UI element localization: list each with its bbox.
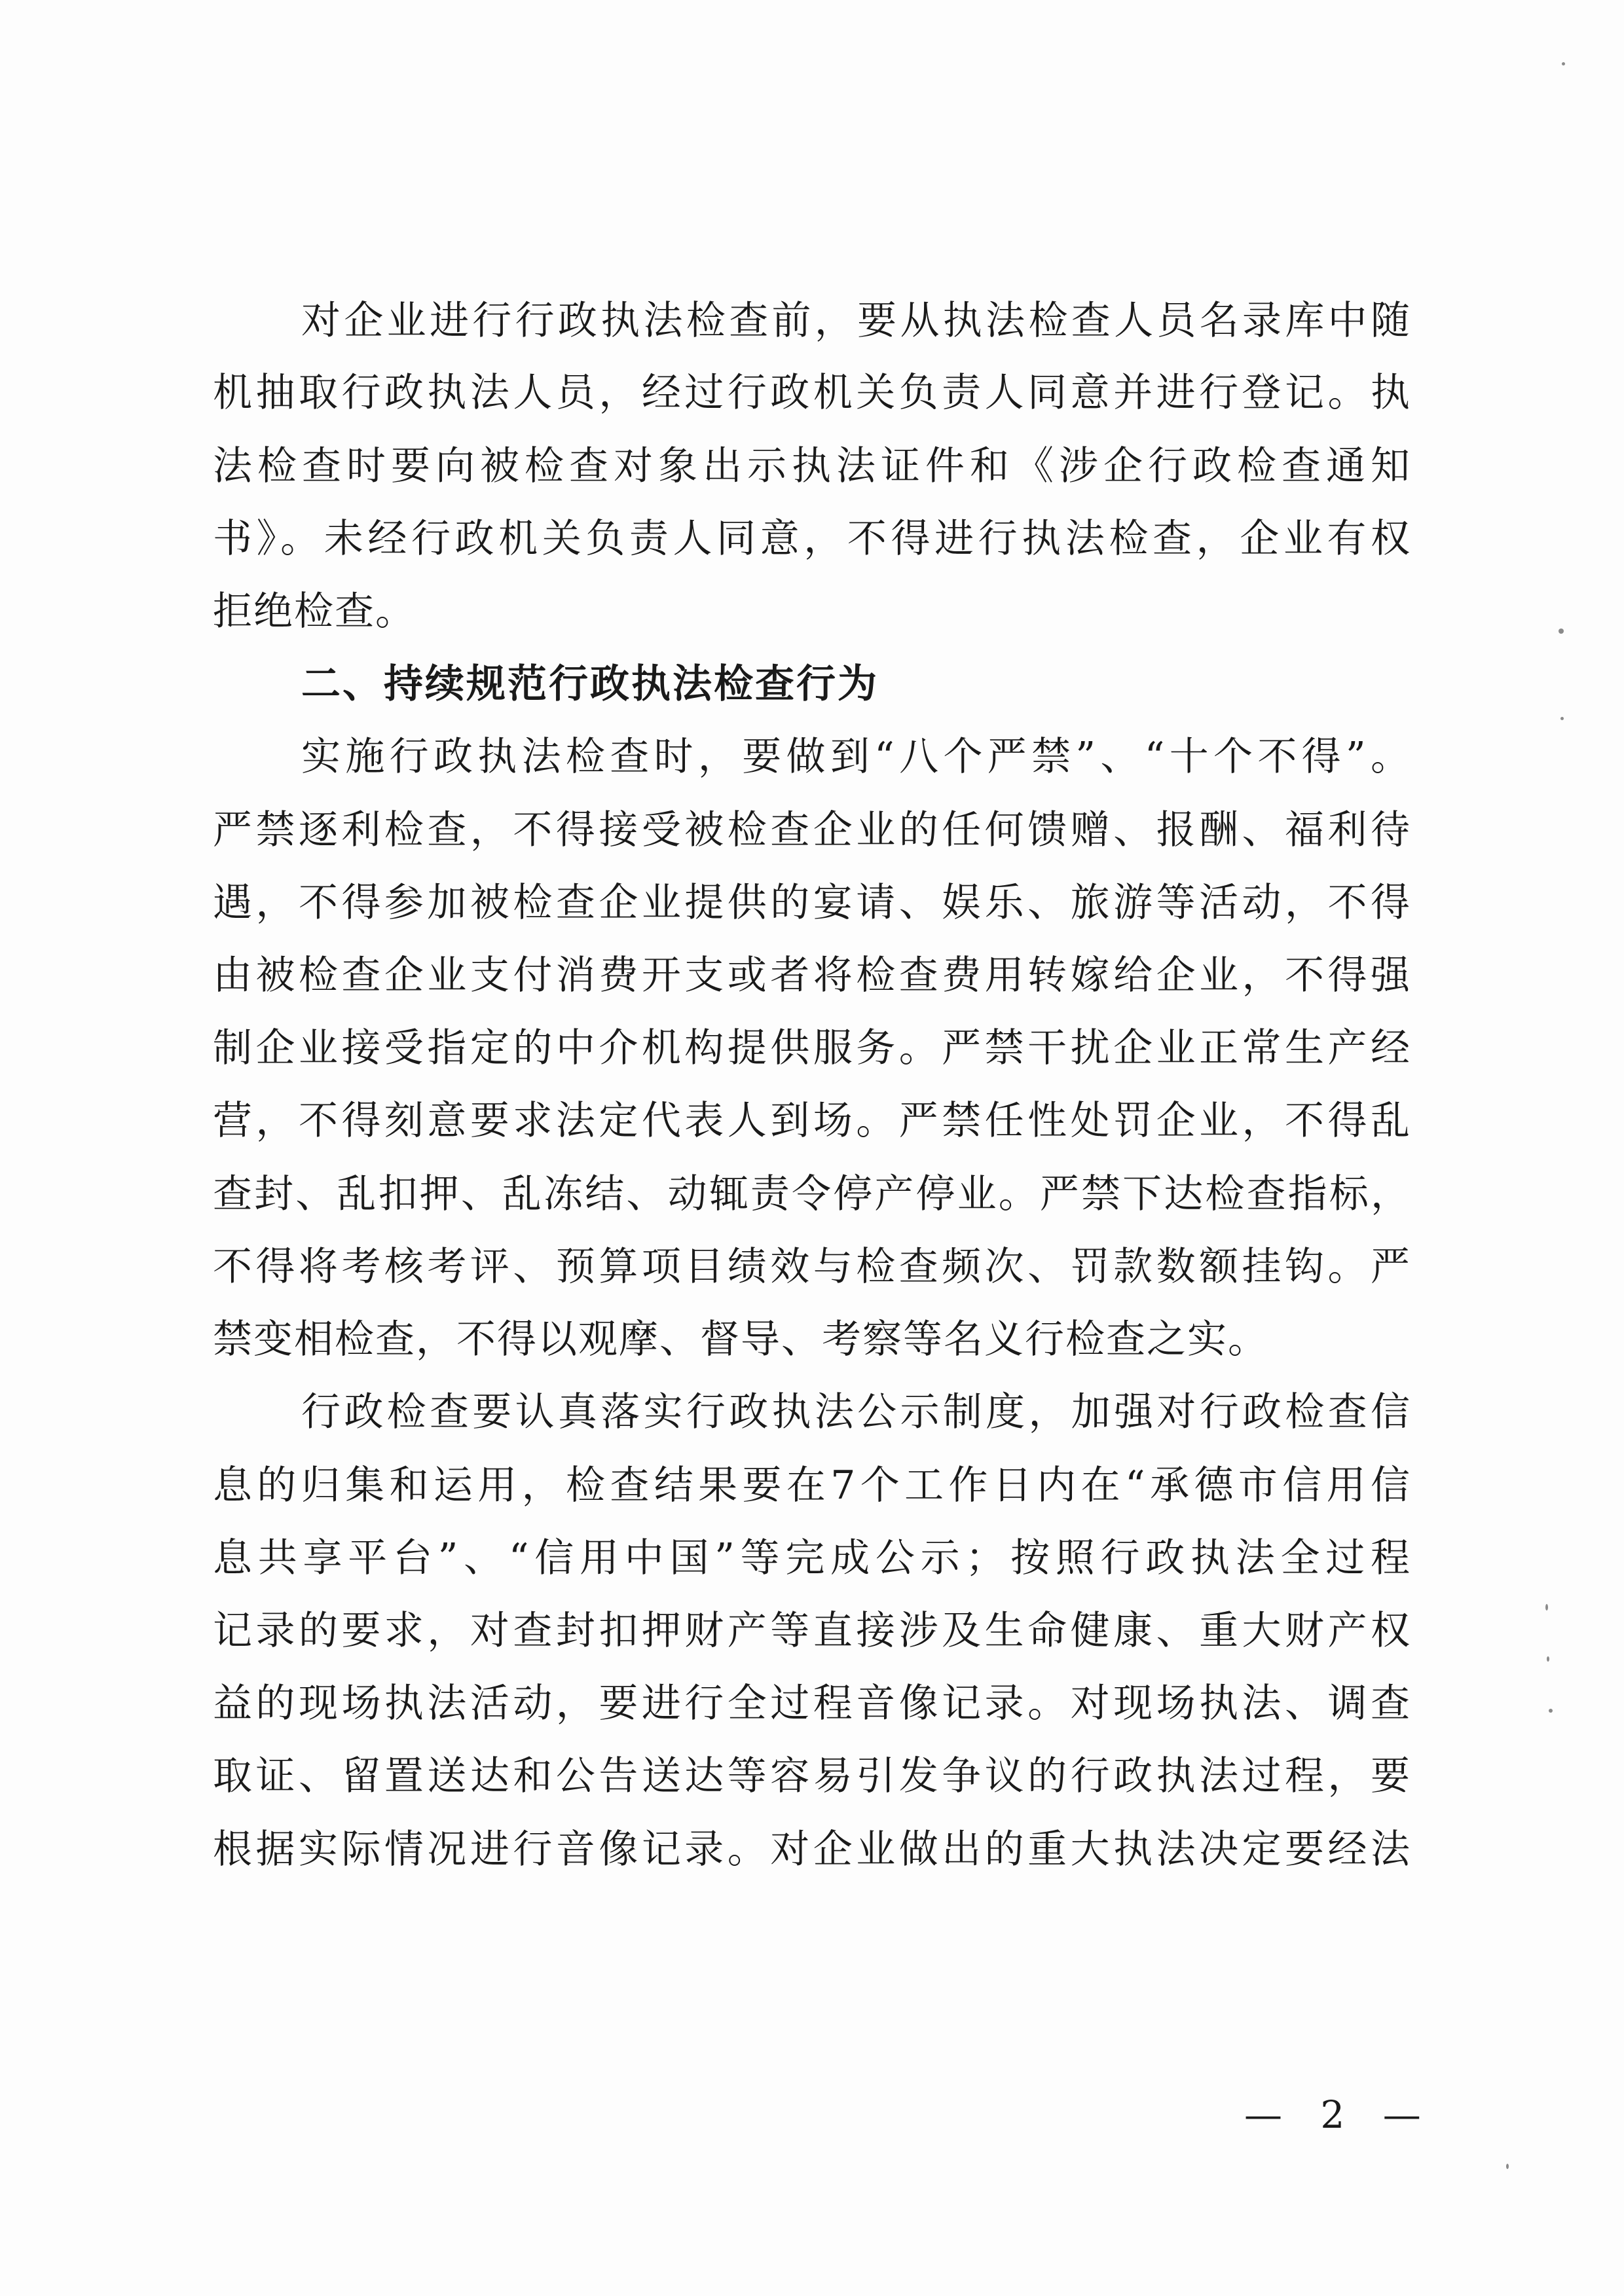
- paragraph-2-line-8: 不得将考核考评、预算项目绩效与检查频次、罚款数额挂钩。严: [213, 1244, 1411, 1290]
- scan-speck: [1559, 629, 1564, 634]
- paragraph-3-line-5: 益的现场执法活动，要进行全过程音像记录。对现场执法、调查: [213, 1681, 1411, 1726]
- paragraph-1-line-3: 法检查时要向被检查对象出示执法证件和《涉企行政检查通知: [213, 443, 1411, 489]
- paragraph-2-line-2: 严禁逐利检查，不得接受被检查企业的任何馈赠、报酬、福利待: [213, 807, 1411, 853]
- paragraph-2-line-7: 查封、乱扣押、乱冻结、动辄责令停产停业。严禁下达检查指标，: [213, 1171, 1411, 1217]
- paragraph-3-line-7: 根据实际情况进行音像记录。对企业做出的重大执法决定要经法: [213, 1827, 1411, 1872]
- paragraph-3-line-2: 息的归集和运用，检查结果要在7个工作日内在“承德市信用信: [213, 1463, 1411, 1508]
- section-heading: 二、持续规范行政执法检查行为: [301, 661, 879, 707]
- paragraph-3-line-6: 取证、留置送达和公告送达等容易引发争议的行政执法过程，要: [213, 1753, 1411, 1799]
- paragraph-3-line-3: 息共享平台”、“信用中国”等完成公示；按照行政执法全过程: [213, 1535, 1411, 1581]
- paragraph-1-line-4: 书》。未经行政机关负责人同意，不得进行执法检查，企业有权: [213, 516, 1411, 562]
- paragraph-2-line-9: 禁变相检查，不得以观摩、督导、考察等名义行检查之实。: [213, 1317, 1268, 1362]
- paragraph-1-line-2: 机抽取行政执法人员，经过行政机关负责人同意并进行登记。执: [213, 370, 1411, 416]
- scan-speck: [1545, 1604, 1548, 1611]
- paragraph-2-line-5: 制企业接受指定的中介机构提供服务。严禁干扰企业正常生产经: [213, 1025, 1411, 1071]
- page-number: — 2 —: [1244, 2092, 1434, 2137]
- paragraph-2-line-4: 由被检查企业支付消费开支或者将检查费用转嫁给企业，不得强: [213, 953, 1411, 998]
- scan-speck: [1549, 1709, 1553, 1713]
- scan-speck: [1560, 717, 1564, 720]
- paragraph-1-line-5: 拒绝检查。: [213, 589, 416, 634]
- scan-speck: [1562, 62, 1565, 65]
- scan-speck: [1547, 1656, 1549, 1662]
- paragraph-2-line-6: 营，不得刻意要求法定代表人到场。严禁任性处罚企业，不得乱: [213, 1098, 1411, 1144]
- paragraph-1-line-1: 对企业进行行政执法检查前，要从执法检查人员名录库中随: [301, 298, 1411, 344]
- paragraph-2-line-3: 遇，不得参加被检查企业提供的宴请、娱乐、旅游等活动，不得: [213, 880, 1411, 926]
- paragraph-2-line-1: 实施行政执法检查时，要做到“八个严禁”、“十个不得”。: [301, 734, 1411, 780]
- scan-speck: [1506, 2164, 1509, 2169]
- paragraph-3-line-1: 行政检查要认真落实行政执法公示制度，加强对行政检查信: [301, 1389, 1411, 1435]
- paragraph-3-line-4: 记录的要求，对查封扣押财产等直接涉及生命健康、重大财产权: [213, 1608, 1411, 1654]
